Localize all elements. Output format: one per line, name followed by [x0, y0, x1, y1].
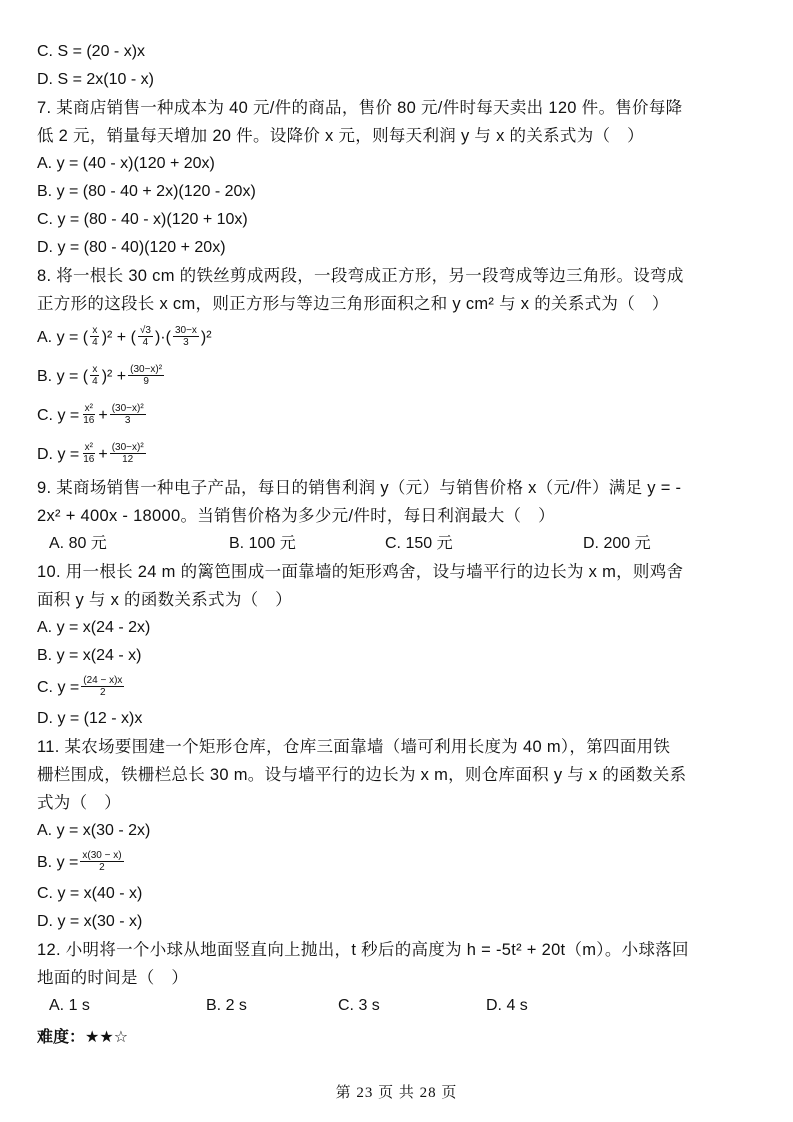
q8-a-end: )²: [200, 328, 212, 346]
q8-option-b: [37, 357, 757, 396]
fraction: $\frac{\text{(30−x)²}}{3}$: [111, 403, 144, 426]
q12-stem-line2: 地面的时间是（ ）: [37, 969, 189, 987]
q9-stem-line2: 2x² + 400x - 18000。当销售价格为多少元/件时，每日利润最大（ ）: [37, 507, 555, 525]
q12-stem-line1: 12. 小明将一个小球从地面竖直向上抛出，t 秒后的高度为 h = -5t² + 20t（m）。小球落回: [37, 941, 689, 959]
q10-option-b: B. y = x(24 - x): [37, 647, 142, 664]
fraction: $\frac{x}{4}$: [92, 364, 98, 387]
q12-option-a: A. 1 s: [49, 997, 90, 1014]
q8-stem-line2: 正方形的这段长 x cm，则正方形与等边三角形面积之和 y cm² 与 x 的关系式为（ ）: [37, 295, 669, 313]
q8-option-c: [37, 396, 757, 435]
fraction: $\frac{30-x}{3}$: [174, 325, 197, 348]
q8-b-prefix: B. y = (: [37, 367, 89, 385]
q10-stem-line1: 10. 用一根长 24 m 的篱笆围成一面靠墙的矩形鸡舍，设与墙平行的边长为 x m，则鸡舍: [37, 563, 684, 581]
q10-option-a: A. y = x(24 - 2x): [37, 619, 151, 636]
q11-option-b: [37, 845, 757, 880]
q8-a-prefix: A. y = (: [37, 328, 89, 346]
document-page: [37, 38, 757, 1052]
q8-c-plus: +: [98, 406, 108, 424]
q11-stem-line3: 式为（ ）: [37, 794, 121, 812]
q11-option-d: D. y = x(30 - x): [37, 913, 143, 930]
q8-c-prefix: C. y =: [37, 406, 80, 424]
page-footer: 第 23 页 共 28 页: [335, 1085, 458, 1101]
q9-options: [37, 530, 757, 558]
q6-option-d: D. S = 2x(10 - x): [37, 71, 154, 88]
q10-option-d: D. y = (12 - x)x: [37, 710, 143, 727]
q7-stem-line1: 7. 某商店销售一种成本为 40 元/件的商品，售价 80 元/件时每天卖出 120 件。售价每降: [37, 99, 683, 117]
difficulty-label: 难度：: [37, 1029, 86, 1046]
q7-option-b: B. y = (80 - 40 + 2x)(120 - 20x): [37, 183, 256, 200]
q7-option-c: C. y = (80 - 40 - x)(120 + 10x): [37, 211, 248, 228]
q11-option-a: A. y = x(30 - 2x): [37, 822, 151, 839]
q9-option-a: A. 80 元: [49, 535, 107, 552]
q8-d-prefix: D. y =: [37, 445, 80, 463]
q9-option-d: D. 200 元: [583, 535, 651, 552]
fraction: $\frac{\text{(30−x)²}}{12}$: [111, 442, 144, 465]
q8-a-mid2: )·(: [154, 328, 171, 346]
fraction: $\frac{\text{(30−x)²}}{9}$: [130, 364, 163, 387]
q7-option-d: D. y = (80 - 40)(120 + 20x): [37, 239, 226, 256]
q8-option-a: [37, 318, 757, 357]
q7-stem-line2: 低 2 元，销量每天增加 20 件。设降价 x 元，则每天利润 y 与 x 的关系式为（ ）: [37, 127, 644, 145]
q11-stem-line2: 栅栏围成，铁栅栏总长 30 m。设与墙平行的边长为 x m，则仓库面积 y 与 x 的函数关系: [37, 766, 687, 784]
q12-option-c: C. 3 s: [338, 997, 380, 1014]
difficulty-rating: [37, 1024, 757, 1052]
q10-c-prefix: C. y =: [37, 678, 80, 696]
q7-option-a: A. y = (40 - x)(120 + 20x): [37, 155, 215, 172]
q10-stem-line2: 面积 y 与 x 的函数关系式为（ ）: [37, 591, 293, 609]
fraction: $\frac{x}{4}$: [92, 325, 98, 348]
q9-option-c: C. 150 元: [385, 535, 453, 552]
fraction: $\frac{x(30 - x)}{2}$: [82, 850, 122, 873]
fraction: $\frac{\text{x²}}{16}$: [83, 442, 95, 465]
q8-d-plus: +: [98, 445, 108, 463]
q8-stem-line1: 8. 将一根长 30 cm 的铁丝剪成两段，一段弯成正方形，另一段弯成等边三角形。设弯成: [37, 267, 684, 285]
q8-a-mid1: )² + (: [101, 328, 136, 346]
fraction: $\frac{\text{x²}}{16}$: [83, 403, 95, 426]
fraction: $\frac{(24 - x)x}{2}$: [83, 675, 123, 698]
q11-stem-line1: 11. 某农场要围建一个矩形仓库，仓库三面靠墙（墙可利用长度为 40 m），第四面用铁: [37, 738, 671, 756]
fraction: $\frac{√3}{4}$: [139, 325, 151, 348]
q9-stem-line1: 9. 某商场销售一种电子产品，每日的销售利润 y（元）与销售价格 x（元/件）满足 y = -: [37, 479, 682, 497]
q11-b-prefix: B. y =: [37, 853, 79, 871]
q10-option-c: [37, 670, 757, 705]
q8-option-d: [37, 435, 757, 474]
q6-option-c: C. S = (20 - x)x: [37, 43, 146, 60]
difficulty-stars: ★★☆: [85, 1029, 129, 1046]
q9-option-b: B. 100 元: [229, 535, 296, 552]
q8-b-mid: )² +: [101, 367, 127, 385]
q12-option-d: D. 4 s: [486, 997, 528, 1014]
q12-options: [37, 992, 757, 1020]
q12-option-b: B. 2 s: [206, 997, 247, 1014]
q11-option-c: C. y = x(40 - x): [37, 885, 143, 902]
